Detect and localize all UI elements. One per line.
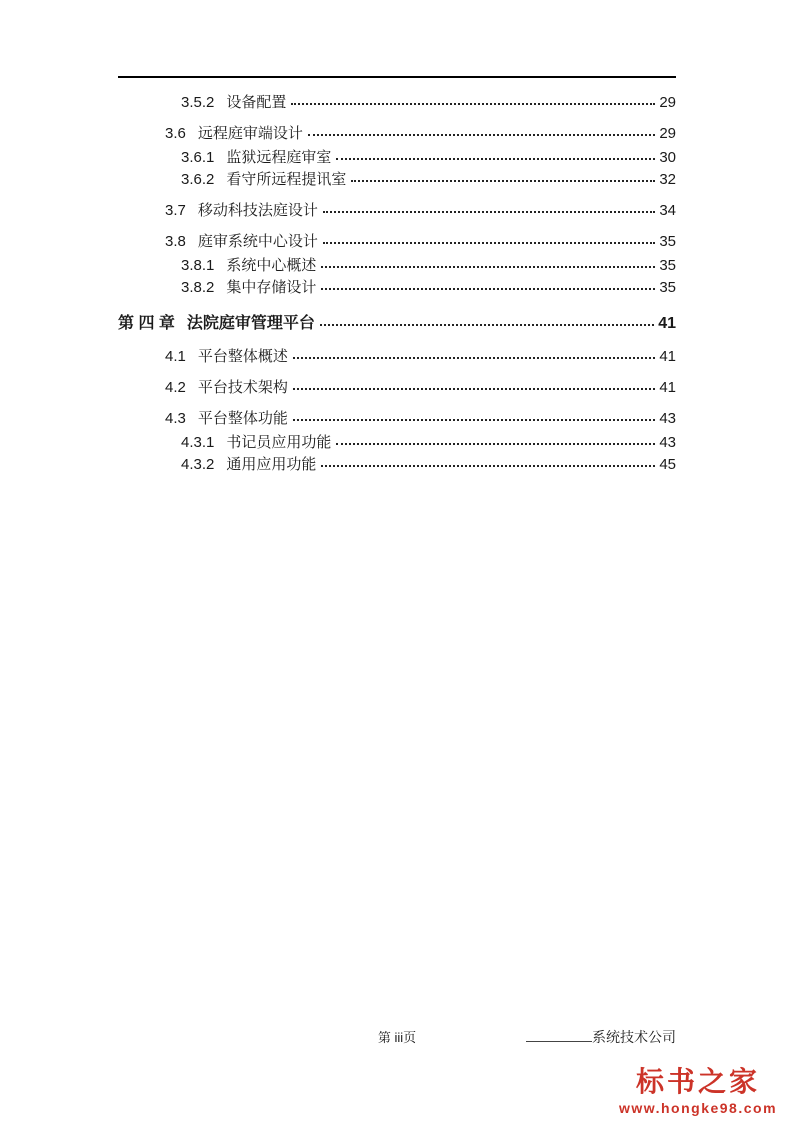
toc-entry-number: 3.8 <box>165 233 186 250</box>
toc-entry <box>118 200 676 222</box>
table-of-contents <box>118 92 676 476</box>
toc-entry-number: 3.8.1 <box>181 257 215 274</box>
toc-entry <box>118 231 676 253</box>
toc-entry-page: 41 <box>659 348 676 365</box>
toc-leader-dots <box>323 242 655 244</box>
toc-entry-title: 远程庭审端设计 <box>197 125 303 142</box>
toc-entry-number: 3.8.2 <box>181 279 215 296</box>
toc-entry-page: 35 <box>659 233 676 250</box>
toc-entry-number: 4.3.2 <box>181 456 215 473</box>
toc-entry <box>118 123 676 145</box>
toc-entry-page: 45 <box>659 456 676 473</box>
toc-entry-title: 平台技术架构 <box>197 379 288 396</box>
toc-entry-number: 4.3.1 <box>181 434 215 451</box>
toc-entry <box>118 255 676 277</box>
toc-entry <box>118 311 676 337</box>
toc-entry <box>118 277 676 299</box>
toc-entry-page: 41 <box>658 315 676 332</box>
company-signature <box>526 1027 676 1047</box>
toc-entry-page: 34 <box>659 202 676 219</box>
toc-leader-dots <box>323 211 655 213</box>
company-blank-line <box>526 1041 592 1042</box>
toc-leader-dots <box>320 324 654 326</box>
toc-entry-title: 看守所远程提讯室 <box>226 171 347 188</box>
toc-entry-number: 3.6.1 <box>181 149 215 166</box>
header-rule <box>118 76 676 78</box>
toc-leader-dots <box>321 465 655 467</box>
toc-entry-number: 第 四 章 <box>118 315 175 332</box>
toc-entry-title: 通用应用功能 <box>226 456 317 473</box>
toc-entry-number: 4.1 <box>165 348 186 365</box>
toc-entry-title: 系统中心概述 <box>226 257 317 274</box>
page-number-label: 第 iii页 <box>377 1030 417 1045</box>
toc-leader-dots <box>321 266 655 268</box>
toc-entry <box>118 454 676 476</box>
toc-entry-title: 平台整体功能 <box>197 410 288 427</box>
toc-entry <box>118 408 676 430</box>
toc-leader-dots <box>308 134 655 136</box>
toc-entry <box>118 169 676 191</box>
toc-entry-page: 43 <box>659 410 676 427</box>
toc-entry-page: 32 <box>659 171 676 188</box>
toc-entry-number: 4.2 <box>165 379 186 396</box>
toc-entry-number: 3.6.2 <box>181 171 215 188</box>
page-footer <box>118 1027 676 1047</box>
toc-entry-number: 3.7 <box>165 202 186 219</box>
toc-entry-title: 法院庭审管理平台 <box>186 315 315 332</box>
toc-entry-number: 4.3 <box>165 410 186 427</box>
toc-leader-dots <box>291 103 655 105</box>
toc-entry-page: 29 <box>659 125 676 142</box>
toc-entry <box>118 346 676 368</box>
toc-entry <box>118 147 676 169</box>
toc-leader-dots <box>293 419 655 421</box>
toc-entry <box>118 377 676 399</box>
toc-entry-title: 设备配置 <box>226 94 287 111</box>
toc-leader-dots <box>351 180 655 182</box>
toc-entry-page: 30 <box>659 149 676 166</box>
toc-entry-number: 3.5.2 <box>181 94 215 111</box>
watermark-url: www.hongke98.com <box>618 1099 778 1116</box>
toc-entry-title: 庭审系统中心设计 <box>197 233 318 250</box>
toc-entry-page: 41 <box>659 379 676 396</box>
toc-entry-title: 平台整体概述 <box>197 348 288 365</box>
toc-entry-page: 29 <box>659 94 676 111</box>
toc-entry-number: 3.6 <box>165 125 186 142</box>
toc-entry <box>118 92 676 114</box>
toc-leader-dots <box>293 388 655 390</box>
toc-entry-page: 35 <box>659 279 676 296</box>
toc-leader-dots <box>321 288 655 290</box>
toc-entry-page: 35 <box>659 257 676 274</box>
toc-entry <box>118 432 676 454</box>
toc-leader-dots <box>336 443 655 445</box>
watermark-logo-text: 标书之家 <box>635 1065 760 1097</box>
toc-entry-title: 集中存储设计 <box>226 279 317 296</box>
toc-entry-title: 书记员应用功能 <box>226 434 332 451</box>
company-name: 系统技术公司 <box>592 1029 676 1045</box>
toc-leader-dots <box>293 357 655 359</box>
toc-entry-title: 移动科技法庭设计 <box>197 202 318 219</box>
watermark <box>605 1067 791 1116</box>
toc-entry-page: 43 <box>659 434 676 451</box>
toc-leader-dots <box>336 158 655 160</box>
toc-entry-title: 监狱远程庭审室 <box>226 149 332 166</box>
